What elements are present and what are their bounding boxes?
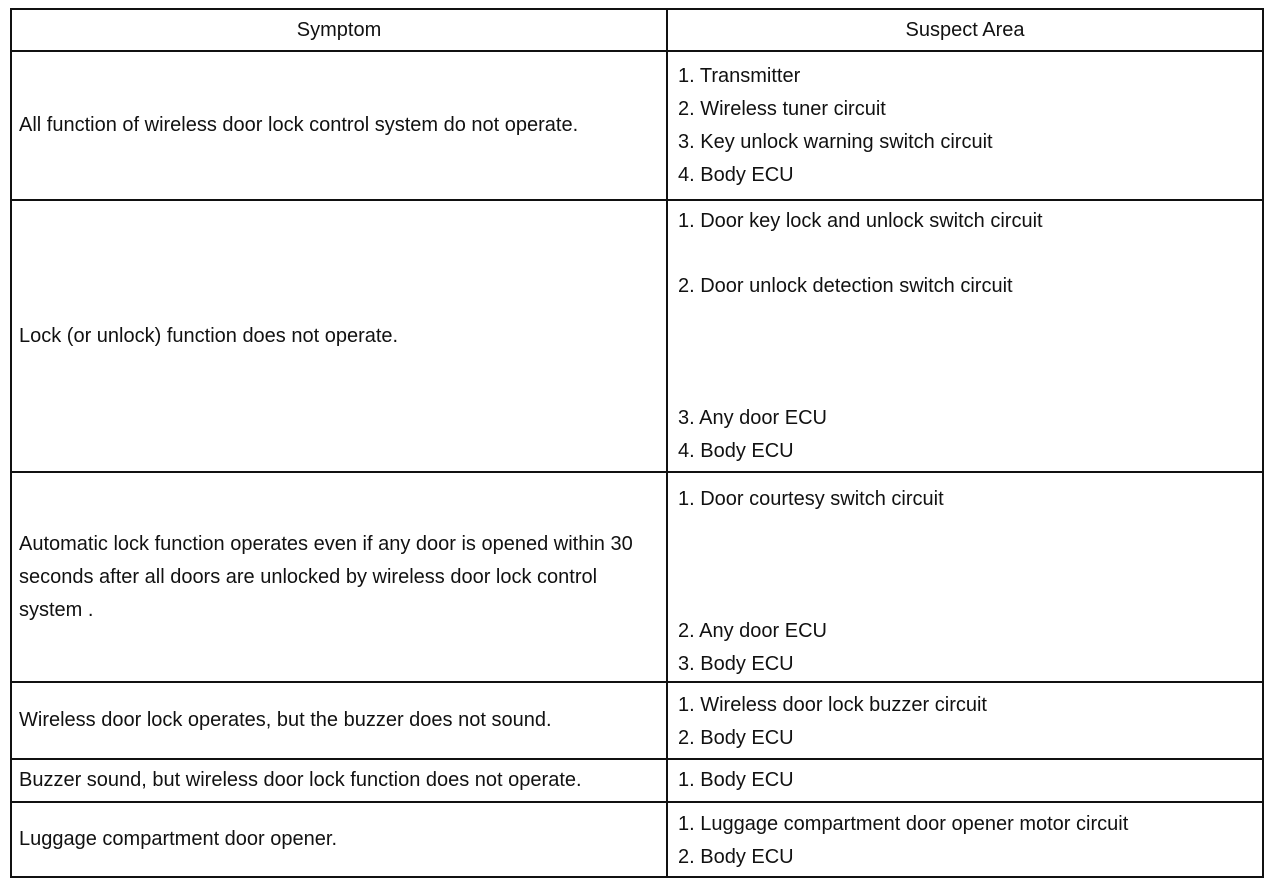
symptom-cell: Automatic lock function operates even if any door is opened within 30 seconds after all doors are unlocked by wireless door lock control system . [11, 472, 667, 682]
suspect-area-cell [667, 51, 1263, 200]
symptom-cell: Wireless door lock operates, but the buzzer does not sound. [11, 682, 667, 759]
suspect-area-cell [667, 802, 1263, 877]
suspect-area-cell [667, 759, 1263, 802]
suspect-item: 4. Body ECU [678, 440, 794, 462]
suspect-item: 1. Luggage compartment door opener motor circuit [678, 813, 1129, 835]
table-row [11, 802, 1263, 877]
suspect-item: 2. Body ECU [678, 727, 794, 749]
suspect-item: 1. Transmitter [678, 65, 801, 87]
symptom-cell: Lock (or unlock) function does not operate. [11, 200, 667, 472]
table-row [11, 200, 1263, 472]
header-suspect-area: Suspect Area [667, 9, 1263, 51]
suspect-item: 3. Body ECU [678, 653, 794, 675]
table-row [11, 472, 1263, 682]
suspect-item: 2. Body ECU [678, 846, 794, 868]
suspect-item: 2. Any door ECU [678, 620, 827, 642]
suspect-item: 1. Door courtesy switch circuit [678, 488, 944, 510]
table-row [11, 682, 1263, 759]
suspect-item: 1. Door key lock and unlock switch circuit [678, 210, 1043, 232]
header-row [11, 9, 1263, 51]
suspect-area-cell [667, 682, 1263, 759]
symptom-cell: Buzzer sound, but wireless door lock function does not operate. [11, 759, 667, 802]
symptom-cell: All function of wireless door lock control system do not operate. [11, 51, 667, 200]
suspect-item: 2. Door unlock detection switch circuit [678, 275, 1013, 297]
suspect-area-cell [667, 472, 1263, 682]
suspect-item: 3. Any door ECU [678, 407, 827, 429]
troubleshooting-table [10, 8, 1264, 878]
symptom-cell: Luggage compartment door opener. [11, 802, 667, 877]
suspect-area-cell [667, 200, 1263, 472]
suspect-item: 1. Wireless door lock buzzer circuit [678, 694, 987, 716]
suspect-item: 2. Wireless tuner circuit [678, 98, 886, 120]
table-row [11, 759, 1263, 802]
header-symptom: Symptom [11, 9, 667, 51]
table-row [11, 51, 1263, 200]
suspect-item: 3. Key unlock warning switch circuit [678, 131, 993, 153]
suspect-item: 1. Body ECU [678, 769, 794, 791]
suspect-item: 4. Body ECU [678, 164, 794, 186]
